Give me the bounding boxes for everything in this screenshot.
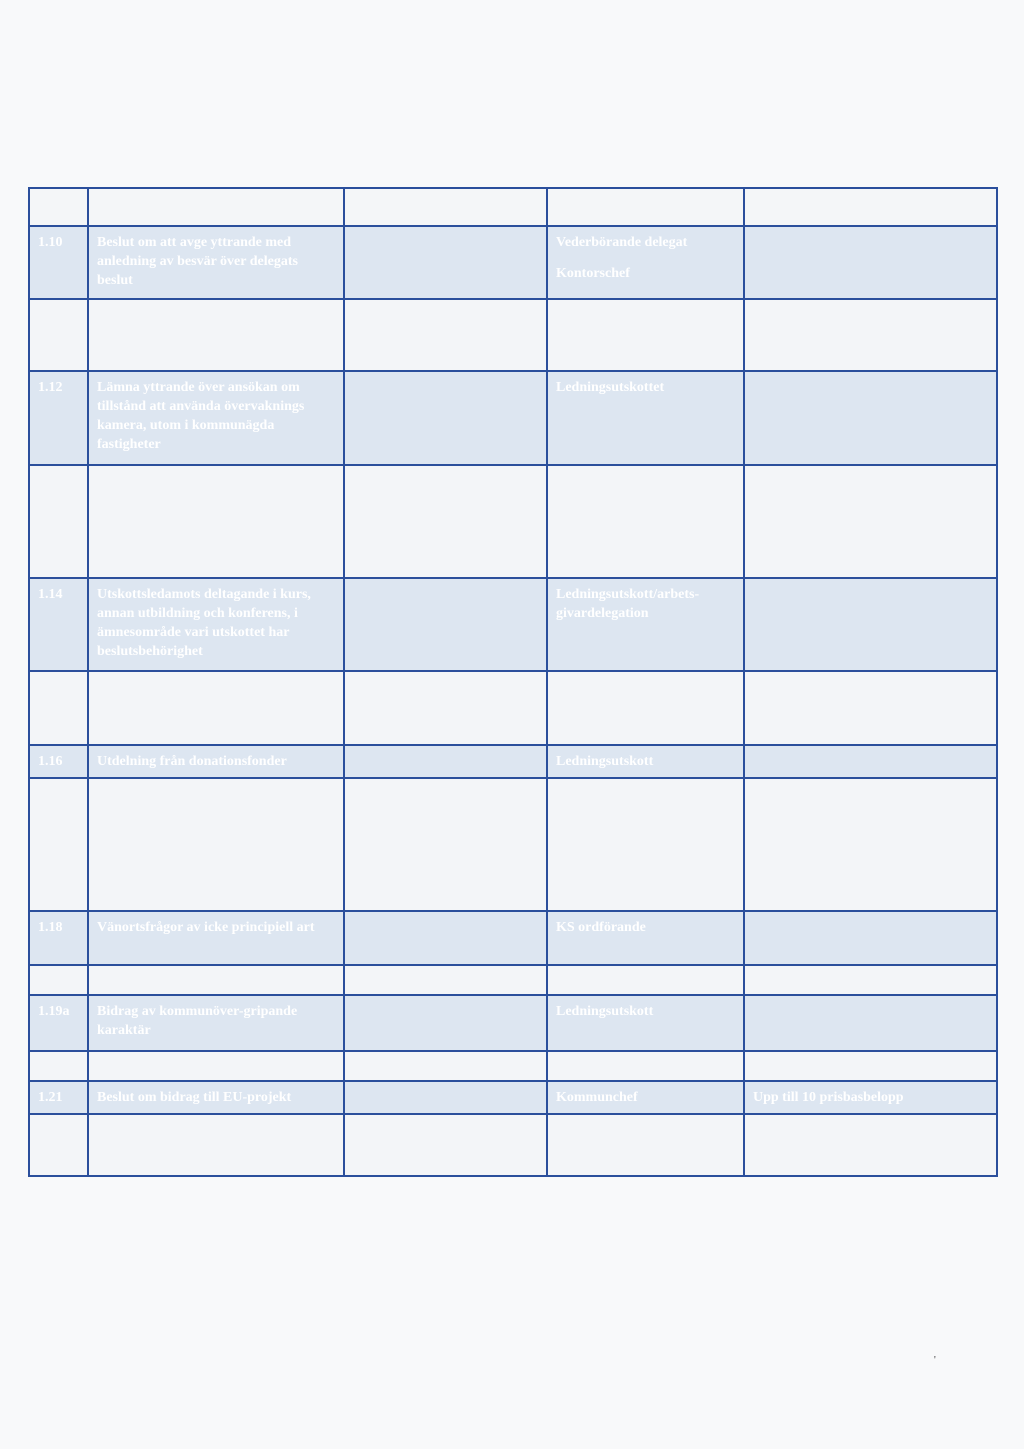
row-matter: Beslut om bidrag till EU-projekt bbox=[88, 1081, 344, 1114]
table-row bbox=[29, 995, 997, 1051]
row-number bbox=[29, 299, 88, 371]
table-row bbox=[29, 965, 997, 995]
row-delegate-secondary: Kontorschef bbox=[556, 266, 630, 281]
row-matter bbox=[88, 778, 344, 911]
row-delegate: Ledningsutskott/arbets-givardelegation bbox=[547, 578, 744, 671]
table-row bbox=[29, 778, 997, 911]
table-row bbox=[29, 226, 997, 299]
row-lagrum bbox=[344, 1051, 547, 1081]
row-delegate bbox=[547, 671, 744, 745]
row-delegate: Ledningsutskottet bbox=[547, 371, 744, 465]
table-row bbox=[29, 1081, 997, 1114]
row-note bbox=[744, 299, 997, 371]
row-note bbox=[744, 465, 997, 578]
row-lagrum bbox=[344, 371, 547, 465]
row-matter bbox=[88, 1051, 344, 1081]
row-matter bbox=[88, 299, 344, 371]
row-note bbox=[744, 778, 997, 911]
row-number bbox=[29, 778, 88, 911]
row-delegate bbox=[547, 1114, 744, 1176]
row-number: 1.18 bbox=[29, 911, 88, 965]
row-lagrum bbox=[344, 745, 547, 778]
row-note bbox=[744, 995, 997, 1051]
table-row bbox=[29, 578, 997, 671]
row-lagrum bbox=[344, 995, 547, 1051]
row-note bbox=[744, 745, 997, 778]
row-lagrum bbox=[344, 1081, 547, 1114]
row-lagrum bbox=[344, 578, 547, 671]
row-matter bbox=[88, 671, 344, 745]
row-number: 1.19a bbox=[29, 995, 88, 1051]
row-lagrum bbox=[344, 465, 547, 578]
table-row bbox=[29, 745, 997, 778]
row-delegate: Ledningsutskott bbox=[547, 745, 744, 778]
row-note bbox=[744, 1051, 997, 1081]
row-lagrum bbox=[344, 965, 547, 995]
row-note bbox=[744, 371, 997, 465]
page-mark: ' bbox=[934, 1355, 936, 1366]
row-delegate bbox=[547, 299, 744, 371]
header-cell-anmarkning bbox=[744, 188, 997, 226]
row-matter bbox=[88, 965, 344, 995]
row-delegate: KS ordförande bbox=[547, 911, 744, 965]
header-cell-arende bbox=[88, 188, 344, 226]
row-matter: Utskottsledamots deltagande i kurs, annan utbildning och konferens, i ämnesområde vari utskottet har beslutsbehörighet bbox=[88, 578, 344, 671]
row-lagrum bbox=[344, 299, 547, 371]
row-delegate bbox=[547, 226, 744, 299]
header-cell-delegat bbox=[547, 188, 744, 226]
row-matter: Bidrag av kommunöver-gripande karaktär bbox=[88, 995, 344, 1051]
row-matter: Vänortsfrågor av icke principiell art bbox=[88, 911, 344, 965]
row-lagrum bbox=[344, 911, 547, 965]
row-number: 1.12 bbox=[29, 371, 88, 465]
row-number bbox=[29, 1051, 88, 1081]
row-number bbox=[29, 465, 88, 578]
row-note bbox=[744, 965, 997, 995]
row-number bbox=[29, 1114, 88, 1176]
row-number bbox=[29, 965, 88, 995]
row-delegate-primary: Vederbörande delegat bbox=[556, 235, 688, 250]
delegation-table bbox=[28, 187, 998, 1177]
table-row bbox=[29, 371, 997, 465]
table-row bbox=[29, 1051, 997, 1081]
row-delegate: Ledningsutskott bbox=[547, 995, 744, 1051]
table-row bbox=[29, 299, 997, 371]
row-matter bbox=[88, 1114, 344, 1176]
row-matter: Beslut om att avge yttrande med anledning av besvär över delegats beslut bbox=[88, 226, 344, 299]
row-number: 1.21 bbox=[29, 1081, 88, 1114]
table-row bbox=[29, 911, 997, 965]
row-number bbox=[29, 671, 88, 745]
row-note bbox=[744, 911, 997, 965]
row-note bbox=[744, 226, 997, 299]
row-delegate bbox=[547, 965, 744, 995]
row-number: 1.10 bbox=[29, 226, 88, 299]
table-row bbox=[29, 465, 997, 578]
row-note: Upp till 10 prisbasbelopp bbox=[744, 1081, 997, 1114]
table-row bbox=[29, 1114, 997, 1176]
row-matter: Utdelning från donationsfonder bbox=[88, 745, 344, 778]
row-note bbox=[744, 578, 997, 671]
header-cell-lagrum bbox=[344, 188, 547, 226]
row-lagrum bbox=[344, 671, 547, 745]
row-number: 1.14 bbox=[29, 578, 88, 671]
row-delegate bbox=[547, 465, 744, 578]
row-delegate bbox=[547, 778, 744, 911]
row-lagrum bbox=[344, 778, 547, 911]
row-lagrum bbox=[344, 1114, 547, 1176]
row-number: 1.16 bbox=[29, 745, 88, 778]
row-note bbox=[744, 671, 997, 745]
table-row bbox=[29, 671, 997, 745]
row-delegate: Kommunchef bbox=[547, 1081, 744, 1114]
row-delegate bbox=[547, 1051, 744, 1081]
table-header-row bbox=[29, 188, 997, 226]
row-matter: Lämna yttrande över ansökan om tillstånd att använda övervaknings kamera, utom i kommunägda fastigheter bbox=[88, 371, 344, 465]
row-note bbox=[744, 1114, 997, 1176]
row-matter bbox=[88, 465, 344, 578]
row-lagrum bbox=[344, 226, 547, 299]
header-cell-nr bbox=[29, 188, 88, 226]
